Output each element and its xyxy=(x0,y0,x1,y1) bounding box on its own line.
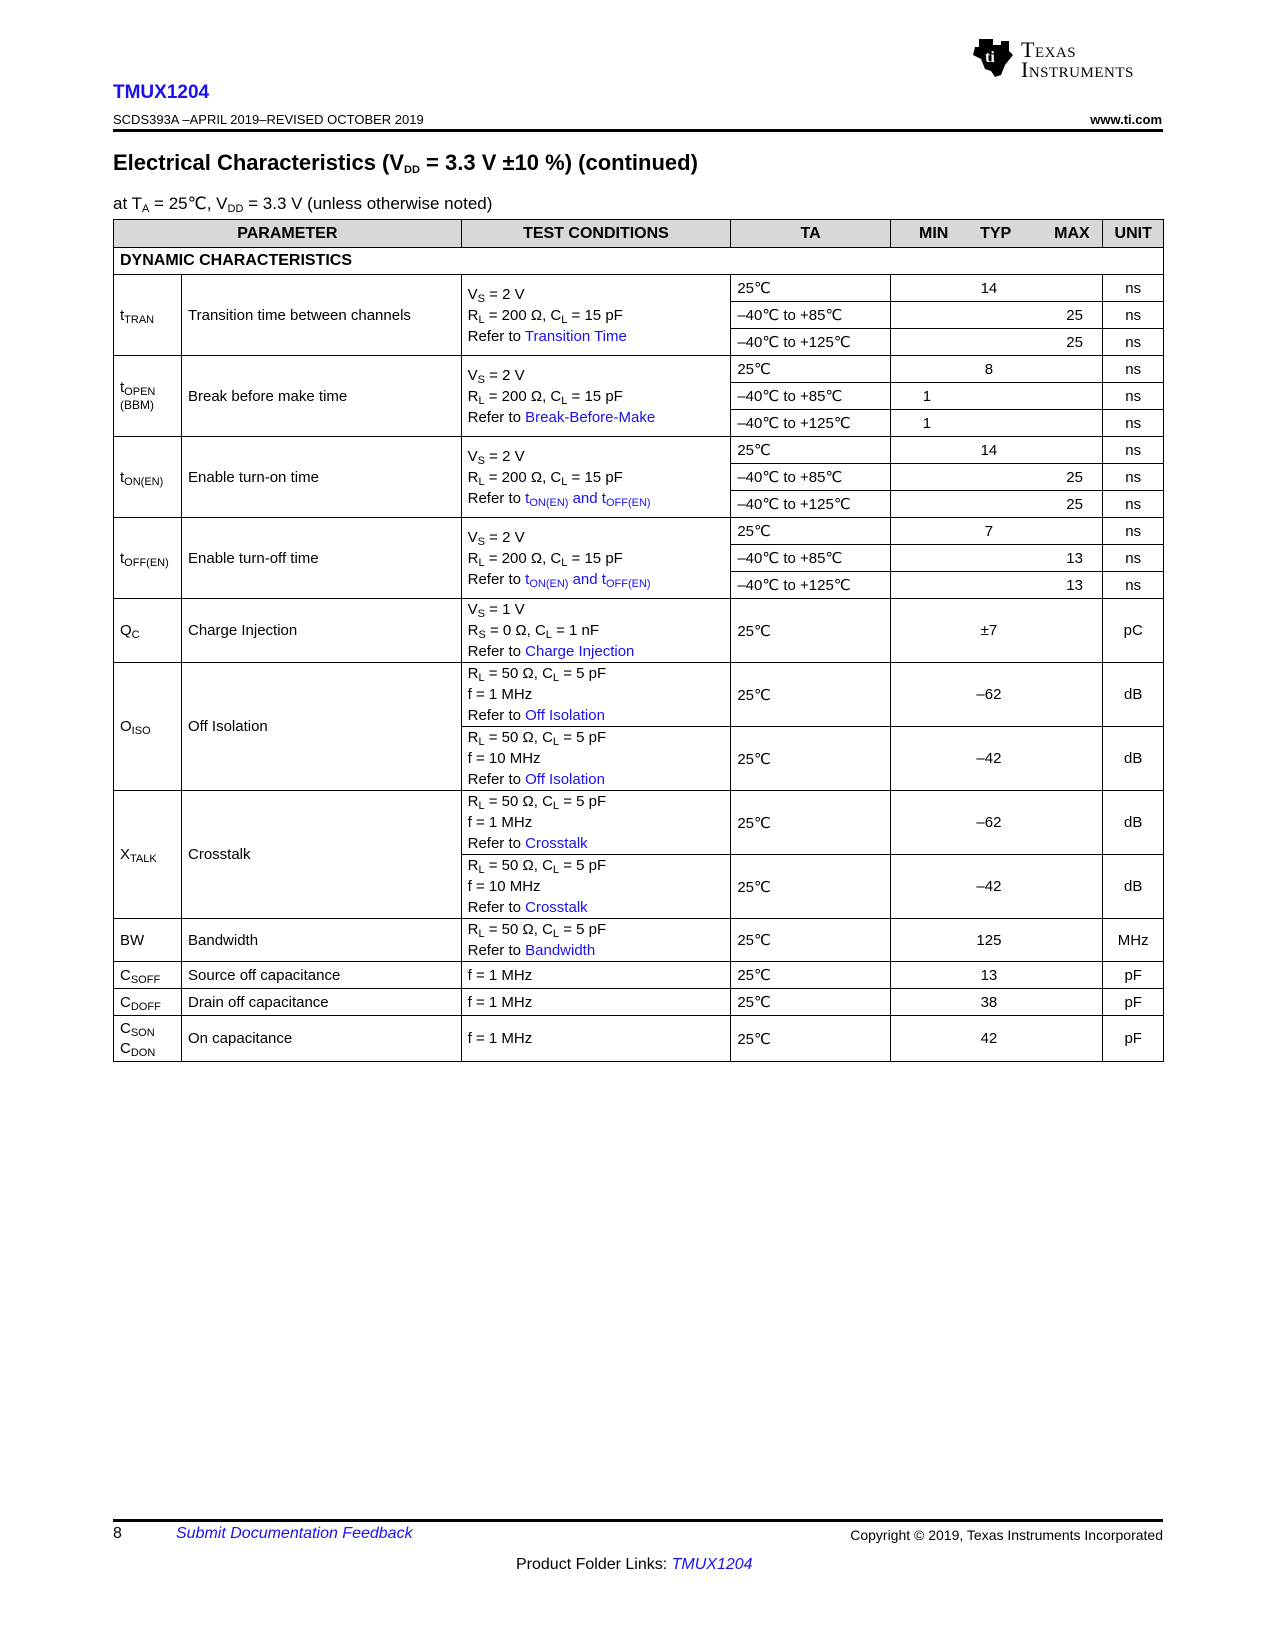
unit-cell: ns xyxy=(1103,383,1164,410)
symbol-bw: BW xyxy=(114,919,182,962)
page-number: 8 xyxy=(113,1525,122,1542)
param-oiso: Off Isolation xyxy=(182,663,462,791)
feedback-link[interactable]: Submit Documentation Feedback xyxy=(176,1525,413,1542)
ta-cell: –40℃ to +125℃ xyxy=(731,572,891,599)
param-ton: Enable turn-on time xyxy=(182,437,462,518)
unit-cell: ns xyxy=(1103,518,1164,545)
value-cell: 25 xyxy=(890,302,1102,329)
table-row xyxy=(114,275,1164,302)
test-conditions-qc: $V_S = 1$ V $R_S = 0$ Ω, $C_L = 1$ nF Refer to Charge Injection xyxy=(461,599,731,663)
param-csoff: Source off capacitance xyxy=(182,962,462,989)
value-cell: 25 xyxy=(890,464,1102,491)
unit-cell: ns xyxy=(1103,329,1164,356)
symbol-csoff: $C_{SOFF}$ xyxy=(114,962,182,989)
link-crosstalk[interactable]: Crosstalk xyxy=(525,835,588,852)
symbol-ttran: $t_{TRAN}$ xyxy=(114,275,182,356)
param-con: On capacitance xyxy=(182,1016,462,1062)
ti-logo-wordmark xyxy=(1021,37,1134,82)
site-url[interactable]: www.ti.com xyxy=(1090,112,1162,127)
ti-logo-icon xyxy=(971,35,1015,79)
value-cell: 7 xyxy=(890,518,1102,545)
unit-cell: MHz xyxy=(1103,919,1164,962)
ta-cell: 25℃ xyxy=(731,1016,891,1062)
ta-cell: –40℃ to +85℃ xyxy=(731,464,891,491)
test-conditions-csoff: f = 1 MHz xyxy=(461,962,731,989)
svg-text:ti: ti xyxy=(985,49,995,66)
table-row xyxy=(114,919,1164,962)
param-xtalk: Crosstalk xyxy=(182,791,462,919)
unit-cell: ns xyxy=(1103,464,1164,491)
unit-cell: pF xyxy=(1103,1016,1164,1062)
ti-logo xyxy=(971,35,1161,85)
symbol-oiso: $O_{ISO}$ xyxy=(114,663,182,791)
test-conditions-ttran: $V_S = 2$ V $R_L = 200$ Ω, $C_L = 15$ pF Refer to Transition Time xyxy=(461,275,731,356)
link-break-before-make[interactable]: Break-Before-Make xyxy=(525,408,656,426)
ta-cell: 25℃ xyxy=(731,356,891,383)
unit-cell: dB xyxy=(1103,663,1164,727)
test-conditions-toff: $V_S = 2$ V $R_L = 200$ Ω, $C_L = 15$ pF Refer to $t_{ON(EN)}$ and $t_{OFF(EN)}$ xyxy=(461,518,731,599)
symbol-con: $C_{SON}$ $C_{DON}$ xyxy=(114,1016,182,1062)
conditions-note: at $T_A$ = 25℃, $V_{DD} = 3.3$ V (unless otherwise noted) xyxy=(113,194,493,215)
ta-cell: 25℃ xyxy=(731,919,891,962)
symbol-toff: $t_{OFF(EN)}$ xyxy=(114,518,182,599)
table-row xyxy=(114,518,1164,545)
ta-cell: –40℃ to +125℃ xyxy=(731,329,891,356)
section-label: DYNAMIC CHARACTERISTICS xyxy=(114,248,1164,275)
test-conditions-con: f = 1 MHz xyxy=(461,1016,731,1062)
value-cell: 1 xyxy=(890,410,1102,437)
value-cell: 14 xyxy=(890,275,1102,302)
ta-cell: –40℃ to +125℃ xyxy=(731,491,891,518)
link-ton-en[interactable]: $t_{ON(EN)}$ xyxy=(525,489,569,509)
header-max: MAX xyxy=(1054,224,1090,242)
value-cell: 8 xyxy=(890,356,1102,383)
ta-cell: –40℃ to +85℃ xyxy=(731,302,891,329)
unit-cell: pC xyxy=(1103,599,1164,663)
unit-cell: ns xyxy=(1103,302,1164,329)
unit-cell: ns xyxy=(1103,491,1164,518)
table-row xyxy=(114,1016,1164,1062)
value-cell: –42 xyxy=(890,855,1102,919)
table-header-row xyxy=(114,220,1164,248)
link-bandwidth[interactable]: Bandwidth xyxy=(525,942,596,959)
value-cell: 14 xyxy=(890,437,1102,464)
symbol-qc: $Q_C$ xyxy=(114,599,182,663)
unit-cell: dB xyxy=(1103,727,1164,791)
footer-rule xyxy=(113,1519,1163,1522)
symbol-cdoff: $C_{DOFF}$ xyxy=(114,989,182,1016)
brand-line-1: Texas xyxy=(1021,37,1077,62)
value-cell: 13 xyxy=(890,545,1102,572)
link-off-isolation[interactable]: Off Isolation xyxy=(525,707,605,724)
unit-cell: pF xyxy=(1103,962,1164,989)
section-title: Electrical Characteristics ($V_{DD} = 3.3$ V ±10 %) (continued) xyxy=(113,150,698,176)
doc-id: SCDS393A –APRIL 2019–REVISED OCTOBER 2019 xyxy=(113,112,424,127)
test-conditions-xtalk-10mhz: $R_L = 50$ Ω, $C_L = 5$ pF f = 10 MHz Refer to Crosstalk xyxy=(461,855,731,919)
header-rule xyxy=(113,129,1163,132)
table-row xyxy=(114,989,1164,1016)
ta-cell: –40℃ to +85℃ xyxy=(731,383,891,410)
product-folder-link[interactable]: TMUX1204 xyxy=(671,1556,753,1573)
link-ton-en[interactable]: $t_{ON(EN)}$ xyxy=(525,570,569,590)
unit-cell: ns xyxy=(1103,572,1164,599)
value-cell: 1 xyxy=(890,383,1102,410)
product-folder-links: Product Folder Links: TMUX1204 xyxy=(516,1556,753,1573)
value-cell: ±7 xyxy=(890,599,1102,663)
test-conditions-oiso-10mhz: $R_L = 50$ Ω, $C_L = 5$ pF f = 10 MHz Refer to Off Isolation xyxy=(461,727,731,791)
test-conditions-topen: $V_S = 2$ V $R_L = 200$ Ω, $C_L = 15$ pF Refer to Break-Before-Make xyxy=(461,356,731,437)
value-cell: 25 xyxy=(890,491,1102,518)
copyright: Copyright © 2019, Texas Instruments Incorporated xyxy=(850,1527,1163,1543)
table-row xyxy=(114,962,1164,989)
value-cell: 42 xyxy=(890,1016,1102,1062)
value-cell: 13 xyxy=(890,572,1102,599)
link-toff-en[interactable]: $t_{OFF(EN)}$ xyxy=(601,570,651,590)
ta-cell: 25℃ xyxy=(731,437,891,464)
header-min-typ-max xyxy=(890,220,1102,248)
value-cell: –62 xyxy=(890,663,1102,727)
link-toff-en[interactable]: $t_{OFF(EN)}$ xyxy=(601,489,651,509)
section-row xyxy=(114,248,1164,275)
value-cell: 125 xyxy=(890,919,1102,962)
header-test-conditions: TEST CONDITIONS xyxy=(461,220,731,248)
link-crosstalk[interactable]: Crosstalk xyxy=(525,899,588,916)
electrical-characteristics-table xyxy=(113,219,1164,1062)
unit-cell: dB xyxy=(1103,855,1164,919)
ta-cell: 25℃ xyxy=(731,989,891,1016)
param-toff: Enable turn-off time xyxy=(182,518,462,599)
unit-cell: ns xyxy=(1103,356,1164,383)
unit-cell: ns xyxy=(1103,437,1164,464)
ta-cell: 25℃ xyxy=(731,962,891,989)
ta-cell: 25℃ xyxy=(731,518,891,545)
value-cell: –62 xyxy=(890,791,1102,855)
ta-cell: 25℃ xyxy=(731,727,891,791)
brand-line-2: Instruments xyxy=(1021,57,1134,82)
unit-cell: dB xyxy=(1103,791,1164,855)
unit-cell: pF xyxy=(1103,989,1164,1016)
param-qc: Charge Injection xyxy=(182,599,462,663)
header-min: MIN xyxy=(919,224,949,242)
header-ta: TA xyxy=(731,220,891,248)
unit-cell: ns xyxy=(1103,410,1164,437)
param-ttran: Transition time between channels xyxy=(182,275,462,356)
unit-cell: ns xyxy=(1103,275,1164,302)
test-conditions-cdoff: f = 1 MHz xyxy=(461,989,731,1016)
link-off-isolation[interactable]: Off Isolation xyxy=(525,771,605,788)
param-bw: Bandwidth xyxy=(182,919,462,962)
table-row xyxy=(114,437,1164,464)
ta-cell: –40℃ to +85℃ xyxy=(731,545,891,572)
symbol-ton: $t_{ON(EN)}$ xyxy=(114,437,182,518)
param-topen: Break before make time xyxy=(182,356,462,437)
header-unit: UNIT xyxy=(1103,220,1164,248)
link-transition-time[interactable]: Transition Time xyxy=(524,327,627,345)
value-cell: 25 xyxy=(890,329,1102,356)
symbol-topen: $t_{OPEN}$ (BBM) xyxy=(114,356,182,437)
test-conditions-xtalk-1mhz: $R_L = 50$ Ω, $C_L = 5$ pF f = 1 MHz Refer to Crosstalk xyxy=(461,791,731,855)
unit-cell: ns xyxy=(1103,545,1164,572)
value-cell: 38 xyxy=(890,989,1102,1016)
ta-cell: 25℃ xyxy=(731,599,891,663)
table-row xyxy=(114,791,1164,855)
value-cell: 13 xyxy=(890,962,1102,989)
ta-cell: 25℃ xyxy=(731,791,891,855)
param-cdoff: Drain off capacitance xyxy=(182,989,462,1016)
link-charge-injection[interactable]: Charge Injection xyxy=(525,643,635,660)
header-parameter: PARAMETER xyxy=(114,220,462,248)
table-row xyxy=(114,356,1164,383)
table-row xyxy=(114,599,1164,663)
doc-title-link[interactable]: TMUX1204 xyxy=(113,82,210,103)
ta-cell: 25℃ xyxy=(731,275,891,302)
test-conditions-oiso-1mhz: $R_L = 50$ Ω, $C_L = 5$ pF f = 1 MHz Refer to Off Isolation xyxy=(461,663,731,727)
value-cell: –42 xyxy=(890,727,1102,791)
ta-cell: 25℃ xyxy=(731,663,891,727)
ta-cell: –40℃ to +125℃ xyxy=(731,410,891,437)
header-typ: TYP xyxy=(980,224,1012,242)
test-conditions-ton: $V_S = 2$ V $R_L = 200$ Ω, $C_L = 15$ pF Refer to $t_{ON(EN)}$ and $t_{OFF(EN)}$ xyxy=(461,437,731,518)
test-conditions-bw: $R_L = 50$ Ω, $C_L = 5$ pF Refer to Bandwidth xyxy=(461,919,731,962)
symbol-xtalk: $X_{TALK}$ xyxy=(114,791,182,919)
ta-cell: 25℃ xyxy=(731,855,891,919)
table-row xyxy=(114,663,1164,727)
